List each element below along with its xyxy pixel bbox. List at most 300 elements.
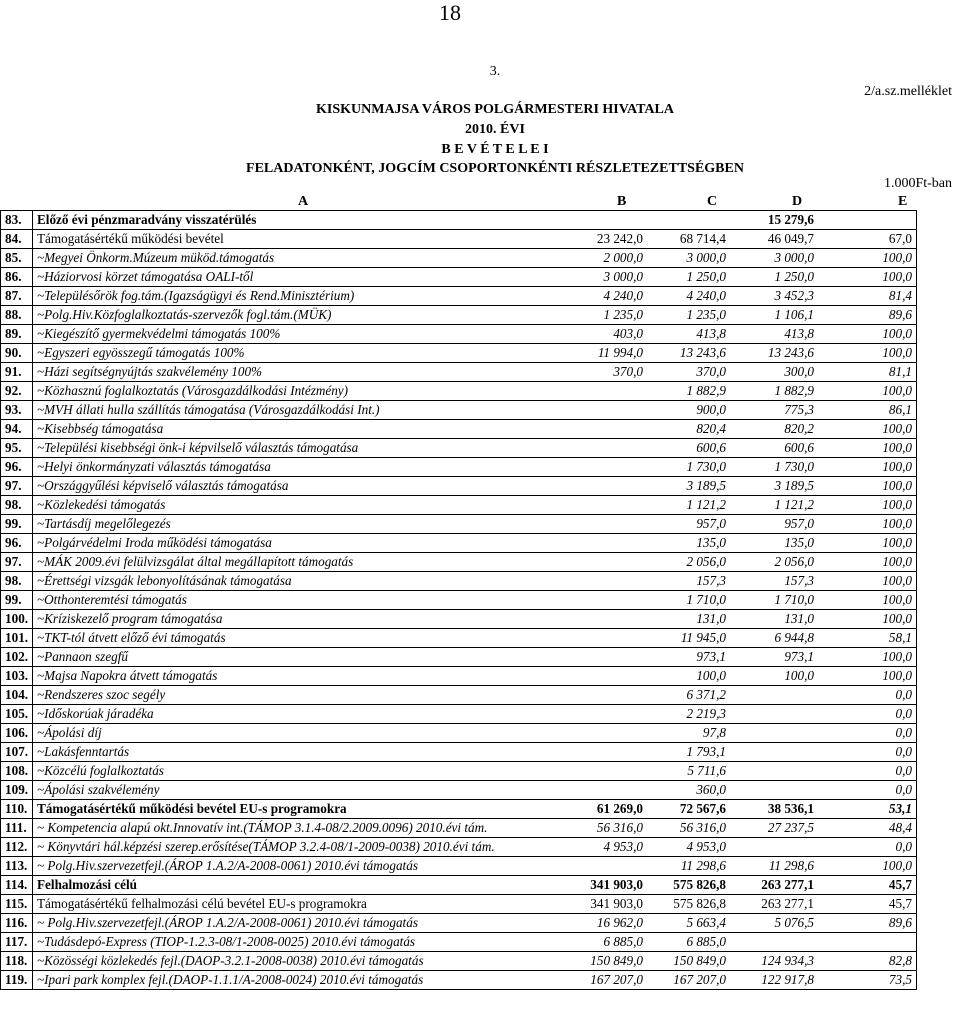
cell-d — [730, 724, 818, 743]
row-label: ~ Polg.Hiv.szervezetfejl.(ÁROP 1.A.2/A-2008-0061) 2010.évi támogatás — [33, 914, 587, 933]
table-row — [1, 914, 917, 933]
cell-b — [586, 420, 647, 439]
row-number: 83. — [1, 211, 33, 230]
row-label: ~Érettségi vizsgák lebonyolításának támogatása — [33, 572, 587, 591]
cell-e: 89,6 — [818, 306, 917, 325]
cell-c: 1 882,9 — [647, 382, 730, 401]
cell-d: 46 049,7 — [730, 230, 818, 249]
cell-e: 100,0 — [818, 477, 917, 496]
table-row — [1, 534, 917, 553]
cell-e: 100,0 — [818, 572, 917, 591]
cell-b — [586, 211, 647, 230]
cell-e: 58,1 — [818, 629, 917, 648]
cell-c: 97,8 — [647, 724, 730, 743]
table-row — [1, 230, 917, 249]
row-number: 92. — [1, 382, 33, 401]
row-label: ~Majsa Napokra átvett támogatás — [33, 667, 587, 686]
table-row — [1, 553, 917, 572]
cell-d: 1 710,0 — [730, 591, 818, 610]
cell-b — [586, 591, 647, 610]
row-label: ~Országgyűlési képviselő választás támogatása — [33, 477, 587, 496]
row-label: ~Kiegészítő gyermekvédelmi támogatás 100% — [33, 325, 587, 344]
row-label: ~Megyei Önkorm.Múzeum müköd.támogatás — [33, 249, 587, 268]
row-label: Felhalmozási célú — [33, 876, 587, 895]
cell-d — [730, 762, 818, 781]
table-row — [1, 268, 917, 287]
table-row — [1, 515, 917, 534]
cell-c: 3 189,5 — [647, 477, 730, 496]
row-label: ~Tartásdíj megelőlegezés — [33, 515, 587, 534]
row-label: ~Pannaon szegfű — [33, 648, 587, 667]
row-number: 108. — [1, 762, 33, 781]
cell-d: 2 056,0 — [730, 553, 818, 572]
cell-d: 775,3 — [730, 401, 818, 420]
column-header-a: A — [298, 194, 309, 209]
cell-b: 2 000,0 — [586, 249, 647, 268]
cell-b — [586, 857, 647, 876]
cell-c: 1 121,2 — [647, 496, 730, 515]
table-row — [1, 439, 917, 458]
cell-e: 0,0 — [818, 838, 917, 857]
cell-c: 957,0 — [647, 515, 730, 534]
cell-d: 3 189,5 — [730, 477, 818, 496]
cell-b — [586, 781, 647, 800]
row-label: ~Településőrök fog.tám.(Igazságügyi és Rend.Minisztérium) — [33, 287, 587, 306]
cell-b: 1 235,0 — [586, 306, 647, 325]
row-number: 109. — [1, 781, 33, 800]
table-row — [1, 952, 917, 971]
cell-d: 600,6 — [730, 439, 818, 458]
cell-c: 900,0 — [647, 401, 730, 420]
row-number: 99. — [1, 591, 33, 610]
row-number: 93. — [1, 401, 33, 420]
cell-b — [586, 458, 647, 477]
cell-c: 973,1 — [647, 648, 730, 667]
cell-c: 2 056,0 — [647, 553, 730, 572]
row-number: 94. — [1, 420, 33, 439]
cell-e: 67,0 — [818, 230, 917, 249]
cell-e: 100,0 — [818, 249, 917, 268]
cell-b — [586, 610, 647, 629]
cell-d: 13 243,6 — [730, 344, 818, 363]
cell-b: 16 962,0 — [586, 914, 647, 933]
table-row — [1, 857, 917, 876]
cell-e: 100,0 — [818, 344, 917, 363]
cell-b: 3 000,0 — [586, 268, 647, 287]
row-number: 100. — [1, 610, 33, 629]
table-row — [1, 781, 917, 800]
cell-b: 370,0 — [586, 363, 647, 382]
cell-c: 5 663,4 — [647, 914, 730, 933]
cell-c: 600,6 — [647, 439, 730, 458]
cell-b — [586, 648, 647, 667]
cell-c: 820,4 — [647, 420, 730, 439]
cell-c: 167 207,0 — [647, 971, 730, 990]
row-number: 84. — [1, 230, 33, 249]
cell-e: 0,0 — [818, 762, 917, 781]
cell-d — [730, 933, 818, 952]
revenue-table — [0, 210, 917, 990]
cell-e: 100,0 — [818, 610, 917, 629]
row-label: ~Időskorúak járadéka — [33, 705, 587, 724]
table-row — [1, 382, 917, 401]
cell-e: 100,0 — [818, 534, 917, 553]
row-number: 96. — [1, 534, 33, 553]
cell-d: 300,0 — [730, 363, 818, 382]
cell-e: 100,0 — [818, 496, 917, 515]
row-label: Támogatásértékű működési bevétel EU-s programokra — [33, 800, 587, 819]
row-number: 85. — [1, 249, 33, 268]
cell-b: 4 953,0 — [586, 838, 647, 857]
page-number: 18 — [439, 0, 461, 25]
cell-e: 100,0 — [818, 382, 917, 401]
table-row — [1, 819, 917, 838]
cell-e: 81,1 — [818, 363, 917, 382]
row-label: Előző évi pénzmaradvány visszatérülés — [33, 211, 587, 230]
cell-d: 1 730,0 — [730, 458, 818, 477]
cell-d: 413,8 — [730, 325, 818, 344]
cell-b — [586, 762, 647, 781]
cell-d — [730, 838, 818, 857]
cell-c: 135,0 — [647, 534, 730, 553]
row-number: 98. — [1, 572, 33, 591]
row-label: ~TKT-tól átvett előző évi támogatás — [33, 629, 587, 648]
row-label: ~Ápolási díj — [33, 724, 587, 743]
cell-c: 6 885,0 — [647, 933, 730, 952]
cell-b: 4 240,0 — [586, 287, 647, 306]
cell-b: 56 316,0 — [586, 819, 647, 838]
cell-b — [586, 629, 647, 648]
cell-d: 3 000,0 — [730, 249, 818, 268]
row-number: 115. — [1, 895, 33, 914]
cell-d: 38 536,1 — [730, 800, 818, 819]
cell-b — [586, 439, 647, 458]
row-number: 106. — [1, 724, 33, 743]
cell-b — [586, 553, 647, 572]
row-number: 111. — [1, 819, 33, 838]
section-number: 3. — [489, 64, 501, 79]
cell-d: 263 277,1 — [730, 895, 818, 914]
row-label: ~ Kompetencia alapú okt.Innovatív int.(TÁMOP 3.1.4-08/2.2009.0096) 2010.évi tám. — [33, 819, 587, 838]
cell-d: 122 917,8 — [730, 971, 818, 990]
column-header-b: B — [617, 194, 627, 209]
row-label: ~Közcélú foglalkoztatás — [33, 762, 587, 781]
row-number: 89. — [1, 325, 33, 344]
cell-e — [818, 211, 917, 230]
table-row — [1, 800, 917, 819]
table-row — [1, 325, 917, 344]
row-number: 97. — [1, 553, 33, 572]
row-number: 101. — [1, 629, 33, 648]
cell-c: 56 316,0 — [647, 819, 730, 838]
row-label: ~Polg.Hiv.Közfoglalkoztatás-szervezők fogl.tám.(MÜK) — [33, 306, 587, 325]
cell-b: 61 269,0 — [586, 800, 647, 819]
cell-d — [730, 781, 818, 800]
table-row — [1, 724, 917, 743]
cell-e: 0,0 — [818, 705, 917, 724]
cell-b — [586, 477, 647, 496]
row-number: 91. — [1, 363, 33, 382]
table-row — [1, 933, 917, 952]
cell-d — [730, 743, 818, 762]
table-row — [1, 610, 917, 629]
cell-c: 157,3 — [647, 572, 730, 591]
cell-e: 100,0 — [818, 857, 917, 876]
cell-b — [586, 743, 647, 762]
row-number: 96. — [1, 458, 33, 477]
cell-d: 5 076,5 — [730, 914, 818, 933]
table-row — [1, 629, 917, 648]
cell-d — [730, 686, 818, 705]
table-row — [1, 211, 917, 230]
table-row — [1, 895, 917, 914]
cell-c: 360,0 — [647, 781, 730, 800]
table-row — [1, 971, 917, 990]
cell-e: 45,7 — [818, 895, 917, 914]
cell-e: 100,0 — [818, 591, 917, 610]
cell-e: 100,0 — [818, 458, 917, 477]
column-header-e: E — [898, 194, 908, 209]
cell-c: 1 730,0 — [647, 458, 730, 477]
row-label: ~Ápolási szakvélemény — [33, 781, 587, 800]
cell-b: 6 885,0 — [586, 933, 647, 952]
cell-c: 1 793,1 — [647, 743, 730, 762]
cell-d: 1 250,0 — [730, 268, 818, 287]
row-number: 114. — [1, 876, 33, 895]
table-row — [1, 648, 917, 667]
cell-c: 72 567,6 — [647, 800, 730, 819]
cell-b — [586, 401, 647, 420]
row-number: 99. — [1, 515, 33, 534]
row-number: 112. — [1, 838, 33, 857]
cell-d: 135,0 — [730, 534, 818, 553]
cell-d: 1 882,9 — [730, 382, 818, 401]
table-row — [1, 762, 917, 781]
cell-c: 1 710,0 — [647, 591, 730, 610]
cell-c: 11 298,6 — [647, 857, 730, 876]
cell-c — [647, 211, 730, 230]
table-row — [1, 401, 917, 420]
cell-c: 11 945,0 — [647, 629, 730, 648]
cell-e: 0,0 — [818, 686, 917, 705]
cell-d: 973,1 — [730, 648, 818, 667]
cell-c: 575 826,8 — [647, 876, 730, 895]
row-number: 97. — [1, 477, 33, 496]
cell-e: 53,1 — [818, 800, 917, 819]
row-label: ~Közhasznú foglalkoztatás (Városgazdálkodási Intézmény) — [33, 382, 587, 401]
table-row — [1, 306, 917, 325]
table-row — [1, 743, 917, 762]
cell-c: 6 371,2 — [647, 686, 730, 705]
cell-b — [586, 572, 647, 591]
row-label: ~Házi segítségnyújtás szakvélemény 100% — [33, 363, 587, 382]
cell-b: 403,0 — [586, 325, 647, 344]
row-number: 103. — [1, 667, 33, 686]
row-label: ~Közösségi közlekedés fejl.(DAOP-3.2.1-2008-0038) 2010.évi támogatás — [33, 952, 587, 971]
row-number: 118. — [1, 952, 33, 971]
cell-d: 3 452,3 — [730, 287, 818, 306]
cell-d: 27 237,5 — [730, 819, 818, 838]
table-row — [1, 838, 917, 857]
row-label: ~Kríziskezelő program támogatása — [33, 610, 587, 629]
cell-e: 100,0 — [818, 515, 917, 534]
row-number: 95. — [1, 439, 33, 458]
cell-d: 100,0 — [730, 667, 818, 686]
row-number: 86. — [1, 268, 33, 287]
row-label: ~Közlekedési támogatás — [33, 496, 587, 515]
cell-c: 131,0 — [647, 610, 730, 629]
cell-e: 100,0 — [818, 648, 917, 667]
cell-d — [730, 705, 818, 724]
row-label: ~Egyszeri egyösszegű támogatás 100% — [33, 344, 587, 363]
cell-b — [586, 382, 647, 401]
cell-e: 100,0 — [818, 268, 917, 287]
table-row — [1, 496, 917, 515]
cell-b: 11 994,0 — [586, 344, 647, 363]
row-number: 105. — [1, 705, 33, 724]
row-label: ~Kisebbség támogatása — [33, 420, 587, 439]
cell-d: 124 934,3 — [730, 952, 818, 971]
cell-d: 263 277,1 — [730, 876, 818, 895]
table-row — [1, 420, 917, 439]
table-row — [1, 477, 917, 496]
row-number: 88. — [1, 306, 33, 325]
row-label: ~ Könyvtári hál.képzési szerep.erősítése(TÁMOP 3.2.4-08/1-2009-0038) 2010.évi tám. — [33, 838, 587, 857]
cell-c: 100,0 — [647, 667, 730, 686]
cell-e: 0,0 — [818, 781, 917, 800]
table-row — [1, 591, 917, 610]
row-number: 107. — [1, 743, 33, 762]
table-row — [1, 667, 917, 686]
cell-b — [586, 515, 647, 534]
row-label: ~Helyi önkormányzati választás támogatása — [33, 458, 587, 477]
cell-b — [586, 705, 647, 724]
cell-c: 1 250,0 — [647, 268, 730, 287]
row-number: 90. — [1, 344, 33, 363]
row-label: ~Rendszeres szoc segély — [33, 686, 587, 705]
cell-d: 131,0 — [730, 610, 818, 629]
cell-c: 370,0 — [647, 363, 730, 382]
title-year: 2010. ÉVI — [465, 122, 525, 137]
cell-e — [818, 933, 917, 952]
row-label: Támogatásértékű működési bevétel — [33, 230, 587, 249]
cell-b — [586, 667, 647, 686]
cell-d: 1 106,1 — [730, 306, 818, 325]
cell-b — [586, 534, 647, 553]
cell-c: 3 000,0 — [647, 249, 730, 268]
cell-e: 48,4 — [818, 819, 917, 838]
cell-b — [586, 724, 647, 743]
cell-e: 100,0 — [818, 439, 917, 458]
row-label: ~MVH állati hulla szállítás támogatása (Városgazdálkodási Int.) — [33, 401, 587, 420]
table-row — [1, 705, 917, 724]
cell-d: 15 279,6 — [730, 211, 818, 230]
cell-c: 413,8 — [647, 325, 730, 344]
cell-b: 167 207,0 — [586, 971, 647, 990]
cell-e: 45,7 — [818, 876, 917, 895]
row-number: 116. — [1, 914, 33, 933]
row-number: 98. — [1, 496, 33, 515]
cell-c: 68 714,4 — [647, 230, 730, 249]
cell-d: 6 944,8 — [730, 629, 818, 648]
cell-b — [586, 686, 647, 705]
cell-b — [586, 496, 647, 515]
cell-e: 89,6 — [818, 914, 917, 933]
row-number: 113. — [1, 857, 33, 876]
table-row — [1, 458, 917, 477]
row-label: ~Tudásdepó-Express (TIOP-1.2.3-08/1-2008-0025) 2010.évi támogatás — [33, 933, 587, 952]
row-label: ~Lakásfenntartás — [33, 743, 587, 762]
cell-d: 820,2 — [730, 420, 818, 439]
title-revenues: B E V É T E L E I — [441, 142, 549, 157]
table-row — [1, 287, 917, 306]
cell-b: 341 903,0 — [586, 895, 647, 914]
table-row — [1, 876, 917, 895]
row-label: ~Otthonteremtési támogatás — [33, 591, 587, 610]
cell-e: 81,4 — [818, 287, 917, 306]
cell-e: 100,0 — [818, 667, 917, 686]
cell-e: 100,0 — [818, 420, 917, 439]
cell-e: 86,1 — [818, 401, 917, 420]
row-number: 102. — [1, 648, 33, 667]
cell-d: 957,0 — [730, 515, 818, 534]
cell-c: 4 240,0 — [647, 287, 730, 306]
cell-b: 341 903,0 — [586, 876, 647, 895]
row-label: ~Polgárvédelmi Iroda működési támogatása — [33, 534, 587, 553]
cell-c: 13 243,6 — [647, 344, 730, 363]
cell-c: 575 826,8 — [647, 895, 730, 914]
table-row — [1, 344, 917, 363]
cell-c: 4 953,0 — [647, 838, 730, 857]
annex-label: 2/a.sz.melléklet — [864, 84, 952, 99]
row-label: ~MÁK 2009.évi felülvizsgálat által megállapított támogatás — [33, 553, 587, 572]
revenue-table-body — [1, 211, 917, 990]
table-row — [1, 572, 917, 591]
row-label: ~Háziorvosi körzet támogatása OALI-től — [33, 268, 587, 287]
cell-e: 0,0 — [818, 724, 917, 743]
cell-e: 0,0 — [818, 743, 917, 762]
cell-b: 23 242,0 — [586, 230, 647, 249]
column-header-d: D — [792, 194, 803, 209]
row-number: 119. — [1, 971, 33, 990]
row-label: ~Ipari park komplex fejl.(DAOP-1.1.1/A-2008-0024) 2010.évi támogatás — [33, 971, 587, 990]
cell-e: 100,0 — [818, 325, 917, 344]
cell-c: 150 849,0 — [647, 952, 730, 971]
cell-e: 73,5 — [818, 971, 917, 990]
row-number: 87. — [1, 287, 33, 306]
row-number: 110. — [1, 800, 33, 819]
cell-d: 11 298,6 — [730, 857, 818, 876]
table-row — [1, 363, 917, 382]
cell-b: 150 849,0 — [586, 952, 647, 971]
table-row — [1, 249, 917, 268]
cell-c: 2 219,3 — [647, 705, 730, 724]
row-number: 117. — [1, 933, 33, 952]
column-header-c: C — [707, 194, 718, 209]
title-institution: KISKUNMAJSA VÁROS POLGÁRMESTERI HIVATALA — [316, 102, 674, 117]
cell-c: 1 235,0 — [647, 306, 730, 325]
cell-e: 100,0 — [818, 553, 917, 572]
table-row — [1, 686, 917, 705]
unit-label: 1.000Ft-ban — [883, 176, 952, 191]
cell-c: 5 711,6 — [647, 762, 730, 781]
cell-d: 157,3 — [730, 572, 818, 591]
cell-d: 1 121,2 — [730, 496, 818, 515]
row-number: 104. — [1, 686, 33, 705]
row-label: Támogatásértékű felhalmozási célú bevétel EU-s programokra — [33, 895, 587, 914]
row-label: ~ Polg.Hiv.szervezetfejl.(ÁROP 1.A.2/A-2008-0061) 2010.évi támogatás — [33, 857, 587, 876]
title-breakdown: FELADATONKÉNT, JOGCÍM CSOPORTONKÉNTI RÉSZLETEZETTSÉGBEN — [246, 161, 744, 176]
